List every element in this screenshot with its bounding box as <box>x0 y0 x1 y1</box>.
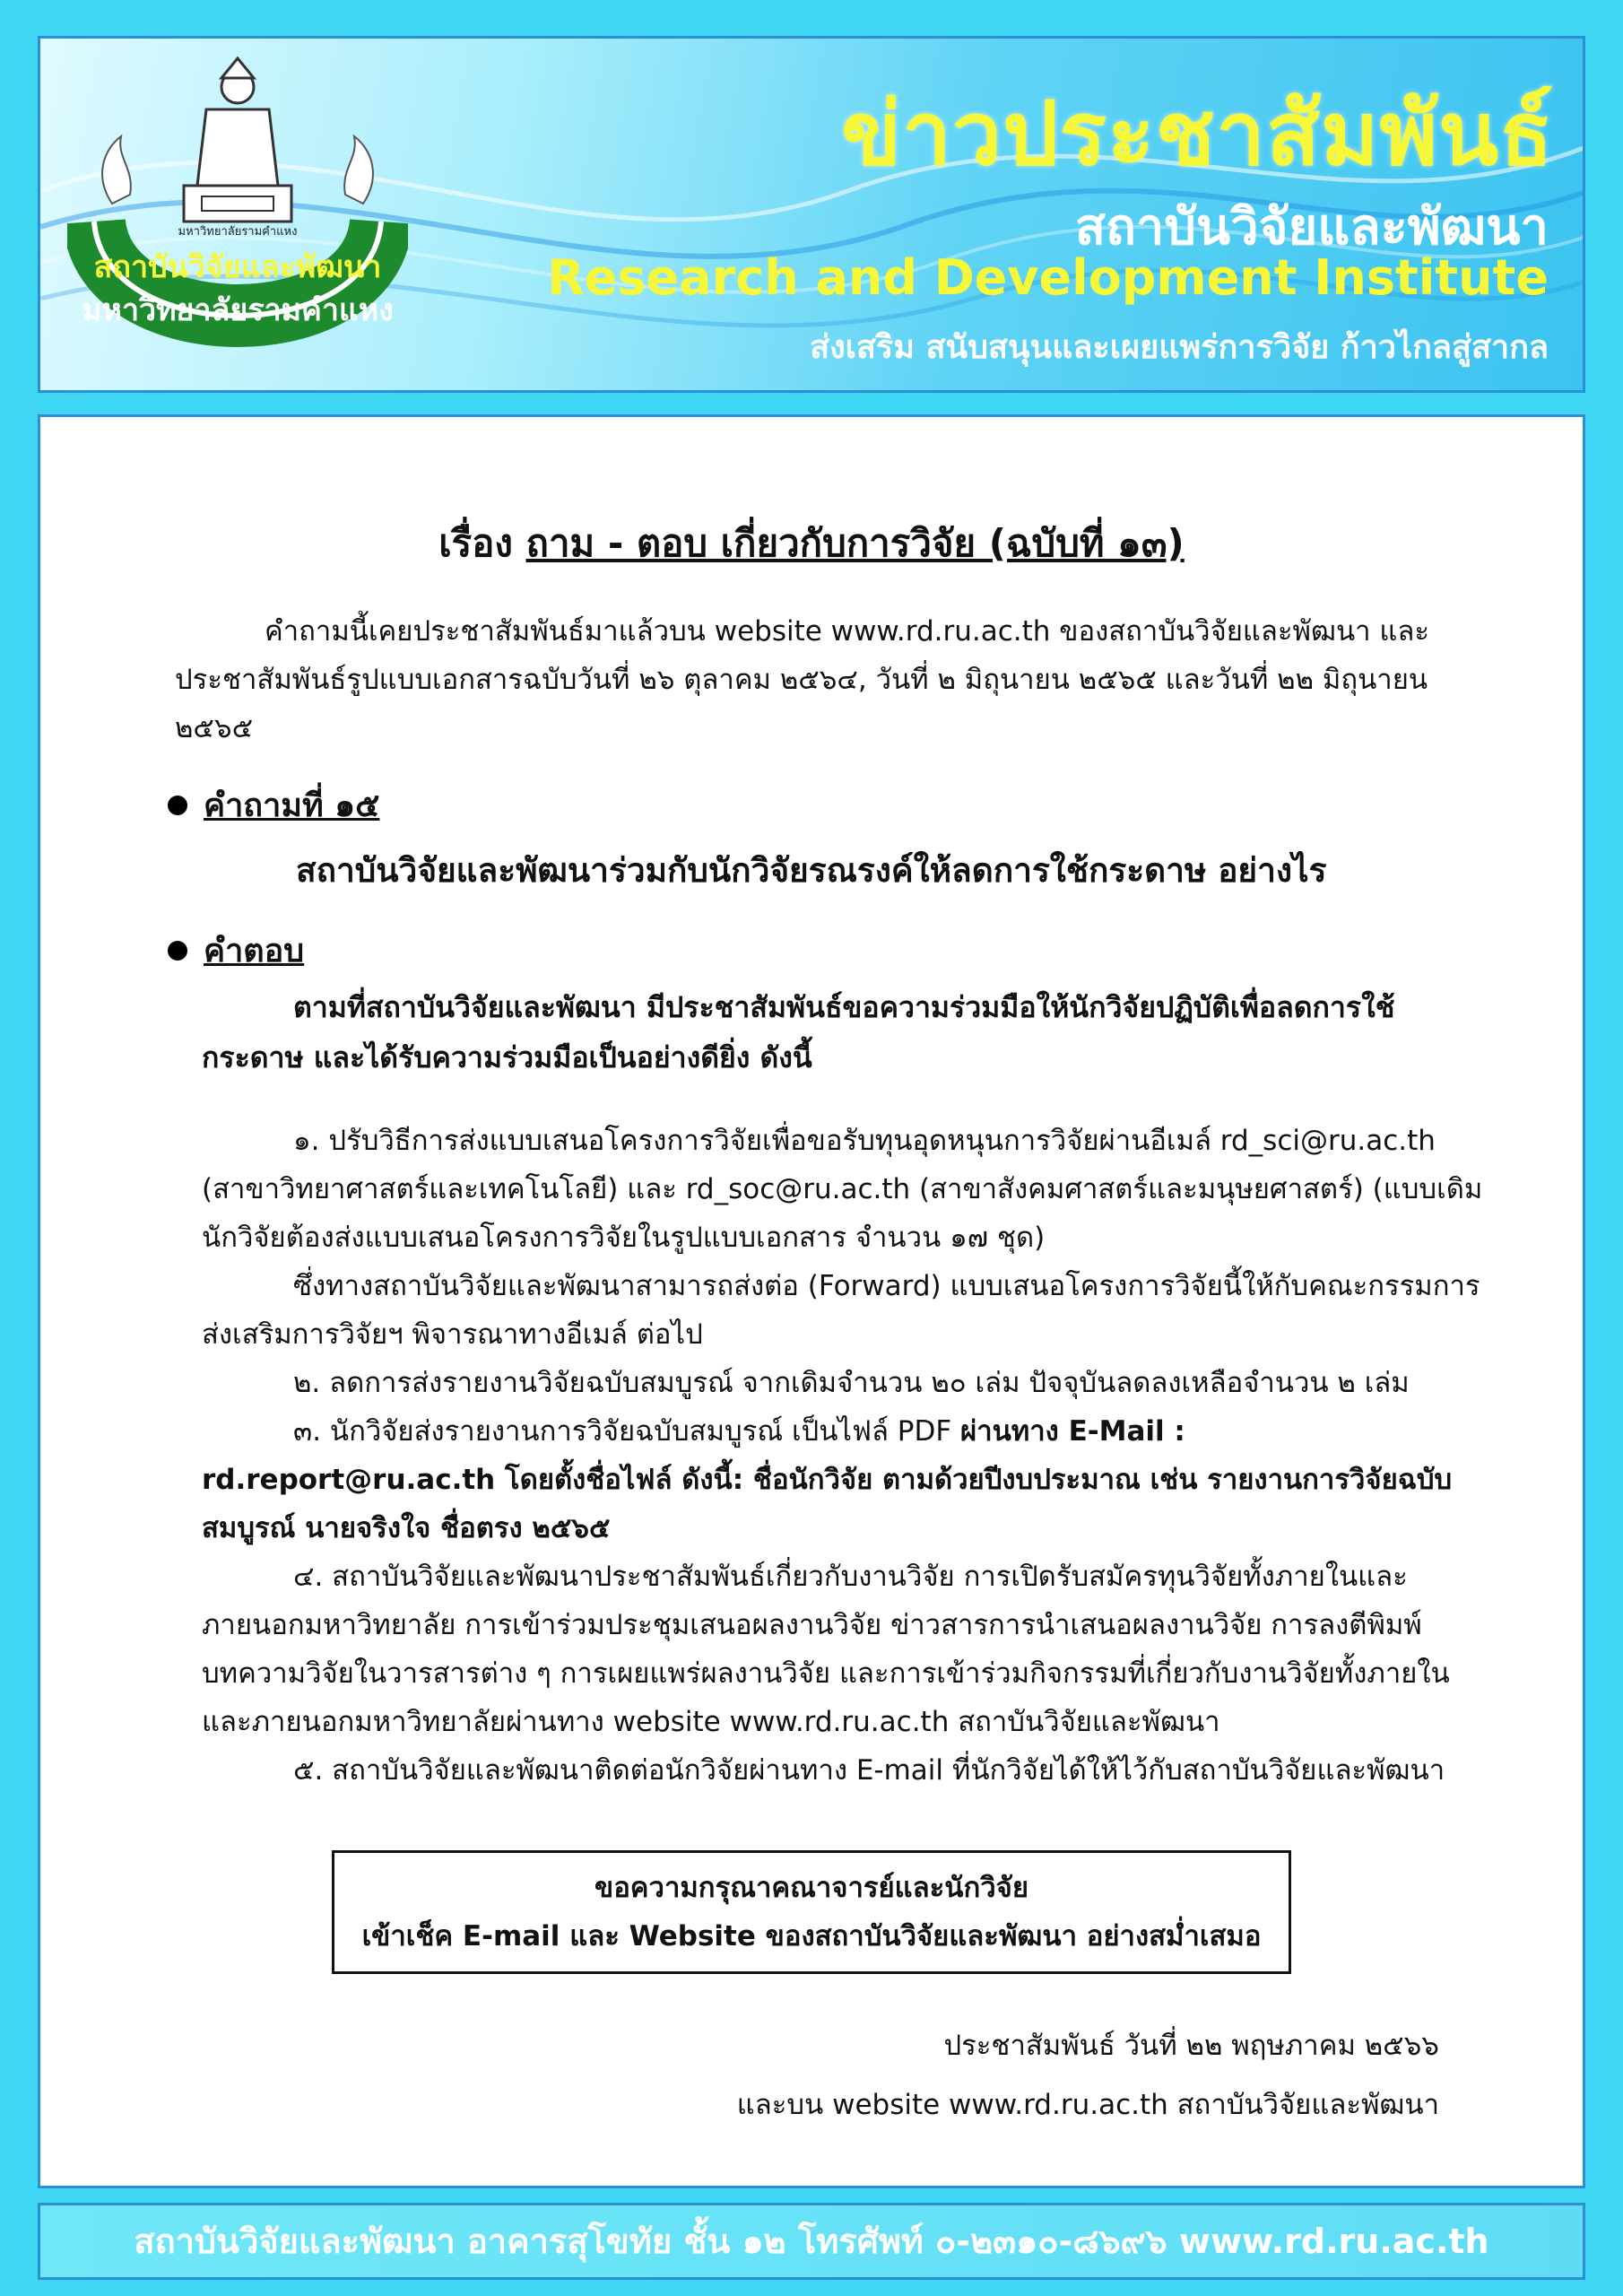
intro-paragraph: คำถามนี้เคยประชาสัมพันธ์มาแล้วบน website www.rd.ru.ac.th ของสถาบันวิจัยและพัฒนา และประชาสัมพันธ์รูปแบบเอกสารฉบับวันที่ ๒๖ ตุลาคม ๒๕๖๔, วันที่ ๒ มิถุนายน ๒๕๖๕ และวันที่ ๒๒ มิถุนายน ๒๕๖๕ <box>175 615 1430 744</box>
question-heading: คำถามที่ ๑๕ <box>204 787 380 824</box>
website-note: และบน website www.rd.ru.ac.th สถาบันวิจัยและพัฒนา <box>736 2089 1439 2121</box>
title-main: ถาม - ตอบ เกี่ยวกับการวิจัย (ฉบับที่ ๑๓) <box>525 521 1185 565</box>
newsletter-title: ข่าวประชาสัมพันธ์ <box>841 83 1554 186</box>
bullet-dot-icon <box>168 941 187 961</box>
answer-item-1-continued: ซึ่งทางสถาบันวิจัยและพัฒนาสามารถส่งต่อ (Forward) แบบเสนอโครงการวิจัยนี้ให้กับคณะกรรมการส่งเสริมการวิจัยฯ พิจารณาทางอีเมล์ ต่อไป <box>202 1270 1480 1351</box>
document-body <box>38 414 1585 2188</box>
institute-name-thai: สถาบันวิจัยและพัฒนา <box>1074 198 1549 257</box>
institute-name-english: Research and Development Institute <box>547 249 1549 306</box>
answer-item-1: ๑. ปรับวิธีการส่งแบบเสนอโครงการวิจัยเพื่อขอรับทุนอุดหนุนการวิจัยผ่านอีเมล์ rd_sci@ru.ac.th (สาขาวิทยาศาสตร์และเทคโนโลยี) และ rd_soc@ru.ac.th (สาขาสังคมศาสตร์และมนุษยศาสตร์) (แบบเดิมนักวิจัยต้องส่งแบบเสนอโครงการวิจัยในรูปแบบเอกสาร จำนวน ๑๗ ชุด) <box>202 1125 1483 1254</box>
answer-item-4: ๔. สถาบันวิจัยและพัฒนาประชาสัมพันธ์เกี่ยวกับงานวิจัย การเปิดรับสมัครทุนวิจัยทั้งภายในและภายนอกมหาวิทยาลัย การเข้าร่วมประชุมเสนอผลงานวิจัย ข่าวสารการนำเสนอผลงานวิจัย การลงตีพิมพ์บทความวิจัยในวารสารต่าง ๆ การเผยแพร่ผลงานวิจัย และการเข้าร่วมกิจกรรมที่เกี่ยวกับงานวิจัยทั้งภายในและภายนอกมหาวิทยาลัยผ่านทาง website www.rd.ru.ac.th สถาบันวิจัยและพัฒนา <box>202 1561 1450 1738</box>
publish-date: ประชาสัมพันธ์ วันที่ ๒๒ พฤษภาคม ๒๕๖๖ <box>943 2030 1439 2062</box>
answer-item-2: ๒. ลดการส่งรายงานวิจัยฉบับสมบูรณ์ จากเดิมจำนวน ๒๐ เล่ม ปัจจุบันลดลงเหลือจำนวน ๒ เล่ม <box>293 1367 1410 1399</box>
notice-line-2: เข้าเช็ค E-mail และ Website ของสถาบันวิจัยและพัฒนา อย่างสม่ำเสมอ <box>361 1920 1262 1952</box>
answer-item-3-text: ๓. นักวิจัยส่งรายงานการวิจัยฉบับสมบูรณ์ เป็นไฟล์ PDF <box>293 1415 961 1448</box>
header-banner <box>38 36 1585 393</box>
document-title <box>40 514 1583 573</box>
answer-item-3 <box>202 1407 1484 1552</box>
bullet-dot-icon <box>168 796 187 815</box>
university-logo <box>67 51 408 374</box>
title-prefix: เรื่อง <box>438 521 513 565</box>
answer-item-3-bold: ผ่านทาง E-Mail : rd.report@ru.ac.th โดยตั้งชื่อไฟล์ ดังนี้: ชื่อนักวิจัย ตามด้วยปีงบประมาณ เช่น รายงานการวิจัยฉบับสมบูรณ์ นายจริงใจ ชื่อตรง ๒๕๖๕ <box>202 1415 1453 1544</box>
notice-box <box>332 1850 1291 1974</box>
answer-item-5: ๕. สถาบันวิจัยและพัฒนาติดต่อนักวิจัยผ่านทาง E-mail ที่นักวิจัยได้ให้ไว้กับสถาบันวิจัยและพัฒนา <box>293 1754 1445 1787</box>
answer-lead: ตามที่สถาบันวิจัยและพัฒนา มีประชาสัมพันธ์ขอความร่วมมือให้นักวิจัยปฏิบัติเพื่อลดการใช้กระดาษ และได้รับความร่วมมือเป็นอย่างดียิ่ง ดังนี้ <box>202 990 1395 1074</box>
answer-heading: คำตอบ <box>204 933 305 970</box>
notice-line-1: ขอความกรุณาคณาจารย์และนักวิจัย <box>595 1872 1028 1904</box>
logo-ring-bottom-text: มหาวิทยาลัยรามคำแหง <box>82 292 394 328</box>
answer-items <box>202 1117 1484 1795</box>
institute-slogan: ส่งเสริม สนับสนุนและเผยแพร่การวิจัย ก้าวไกลสู่สากล <box>810 329 1549 366</box>
footer-contact: สถาบันวิจัยและพัฒนา อาคารสุโขทัย ชั้น ๑๒ โทรศัพท์ ๐-๒๓๑๐-๘๖๙๖ www.rd.ru.ac.th <box>38 2203 1585 2280</box>
question-text: สถาบันวิจัยและพัฒนาร่วมกับนักวิจัยรณรงค์ให้ลดการใช้กระดาษ อย่างไร <box>296 851 1327 890</box>
logo-plaque-text: มหาวิทยาลัยรามคำแหง <box>178 225 298 239</box>
logo-ring-top-text: สถาบันวิจัยและพัฒนา <box>93 249 382 285</box>
